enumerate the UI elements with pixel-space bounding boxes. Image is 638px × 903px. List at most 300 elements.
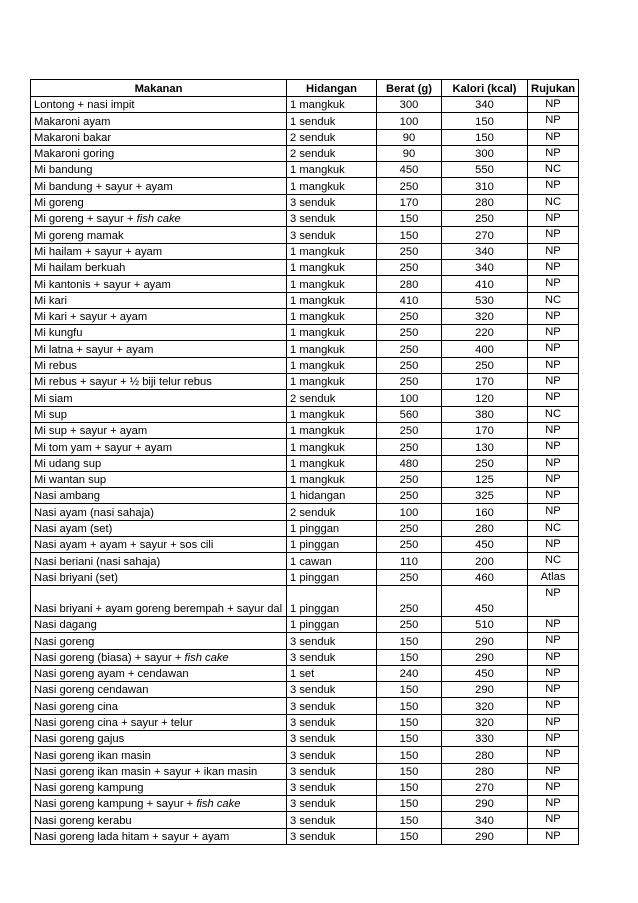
food-name: Nasi goreng lada hitam + sayur + ayam	[34, 831, 230, 844]
kcal-cell: 450	[442, 585, 528, 616]
table-row	[31, 259, 579, 275]
kcal-cell: 170	[442, 374, 528, 390]
food-name-cell	[31, 763, 287, 779]
food-name: Mi goreng + sayur +	[34, 213, 137, 226]
table-row	[31, 698, 579, 714]
serving-cell: 1 mangkuk	[287, 357, 377, 373]
food-name-cell	[31, 553, 287, 569]
weight-cell: 250	[377, 259, 442, 275]
reference-cell: NC	[528, 520, 579, 536]
food-name-cell	[31, 633, 287, 649]
serving-cell: 1 mangkuk	[287, 308, 377, 324]
kcal-cell: 250	[442, 357, 528, 373]
food-name-italic: fish cake	[136, 213, 181, 226]
food-name: Lontong + nasi impit	[34, 99, 135, 112]
serving-cell: 1 mangkuk	[287, 243, 377, 259]
table-row	[31, 828, 579, 844]
food-name: Mi rebus + sayur + ½ biji telur rebus	[34, 376, 212, 389]
weight-cell: 150	[377, 730, 442, 746]
table-row	[31, 374, 579, 390]
kcal-cell: 550	[442, 162, 528, 178]
food-name-cell	[31, 665, 287, 681]
food-name: Mi kungfu	[34, 327, 83, 340]
reference-cell: NP	[528, 113, 579, 129]
weight-cell: 250	[377, 374, 442, 390]
reference-cell: NP	[528, 633, 579, 649]
food-name-cell	[31, 682, 287, 698]
food-name: Mi sup + sayur + ayam	[34, 425, 148, 438]
table-row	[31, 504, 579, 520]
serving-cell: 1 mangkuk	[287, 292, 377, 308]
food-name: Mi tom yam + sayur + ayam	[34, 441, 173, 454]
serving-cell: 1 pinggan	[287, 569, 377, 585]
table-row	[31, 162, 579, 178]
food-name-cell	[31, 616, 287, 632]
food-name: Mi kantonis + sayur + ayam	[34, 278, 171, 291]
food-name-cell	[31, 812, 287, 828]
table-row	[31, 585, 579, 616]
table-row	[31, 665, 579, 681]
food-name: Mi kari	[34, 294, 67, 307]
food-name-cell	[31, 194, 287, 210]
food-name: Mi bandung + sayur + ayam	[34, 180, 173, 193]
food-name-cell	[31, 162, 287, 178]
serving-cell: 1 mangkuk	[287, 406, 377, 422]
serving-cell: 3 senduk	[287, 649, 377, 665]
table-row	[31, 113, 579, 129]
food-name: Nasi ayam (nasi sahaja)	[34, 506, 155, 519]
food-name-cell	[31, 276, 287, 292]
weight-cell: 150	[377, 779, 442, 795]
serving-cell: 1 mangkuk	[287, 471, 377, 487]
kcal-cell: 325	[442, 488, 528, 504]
reference-cell: NP	[528, 488, 579, 504]
table-row	[31, 325, 579, 341]
table-row	[31, 471, 579, 487]
kcal-cell: 150	[442, 129, 528, 145]
table-row	[31, 97, 579, 113]
food-name: Mi hailam + sayur + ayam	[34, 245, 163, 258]
reference-cell: NC	[528, 194, 579, 210]
reference-cell: NP	[528, 439, 579, 455]
weight-cell: 300	[377, 97, 442, 113]
weight-cell: 150	[377, 828, 442, 844]
reference-cell: NP	[528, 145, 579, 161]
food-name-cell	[31, 422, 287, 438]
kcal-cell: 320	[442, 714, 528, 730]
food-name-cell	[31, 390, 287, 406]
table-row	[31, 227, 579, 243]
food-name-cell	[31, 178, 287, 194]
table-row	[31, 812, 579, 828]
food-name: Nasi goreng kampung + sayur +	[34, 798, 197, 811]
table-row	[31, 211, 579, 227]
reference-cell: NP	[528, 714, 579, 730]
kcal-cell: 460	[442, 569, 528, 585]
weight-cell: 250	[377, 325, 442, 341]
table-row	[31, 569, 579, 585]
weight-cell: 250	[377, 439, 442, 455]
weight-cell: 150	[377, 796, 442, 812]
weight-cell: 250	[377, 341, 442, 357]
serving-cell: 3 senduk	[287, 211, 377, 227]
kcal-cell: 200	[442, 553, 528, 569]
reference-cell: NP	[528, 812, 579, 828]
kcal-cell: 340	[442, 812, 528, 828]
table-row	[31, 341, 579, 357]
weight-cell: 90	[377, 129, 442, 145]
weight-cell: 250	[377, 488, 442, 504]
table-row	[31, 649, 579, 665]
weight-cell: 90	[377, 145, 442, 161]
food-name: Nasi goreng kampung	[34, 782, 144, 795]
kcal-cell: 400	[442, 341, 528, 357]
table-row	[31, 633, 579, 649]
food-name-cell	[31, 129, 287, 145]
kcal-cell: 280	[442, 194, 528, 210]
food-name: Mi bandung	[34, 164, 93, 177]
table-row	[31, 714, 579, 730]
reference-cell: NC	[528, 553, 579, 569]
weight-cell: 250	[377, 357, 442, 373]
reference-cell: NP	[528, 390, 579, 406]
table-row	[31, 406, 579, 422]
food-name-cell	[31, 308, 287, 324]
table-row	[31, 439, 579, 455]
food-name: Nasi ayam (set)	[34, 523, 113, 536]
reference-cell: NP	[528, 243, 579, 259]
serving-cell: 3 senduk	[287, 747, 377, 763]
food-name: Mi hailam berkuah	[34, 262, 126, 275]
weight-cell: 150	[377, 227, 442, 243]
serving-cell: 1 set	[287, 665, 377, 681]
weight-cell: 250	[377, 471, 442, 487]
weight-cell: 560	[377, 406, 442, 422]
reference-cell: NP	[528, 276, 579, 292]
reference-cell: NP	[528, 455, 579, 471]
serving-cell: 1 pinggan	[287, 616, 377, 632]
table-row	[31, 553, 579, 569]
food-name-cell	[31, 406, 287, 422]
kcal-cell: 220	[442, 325, 528, 341]
table-row	[31, 520, 579, 536]
kcal-cell: 450	[442, 665, 528, 681]
table-row	[31, 243, 579, 259]
table-row	[31, 779, 579, 795]
kcal-cell: 510	[442, 616, 528, 632]
food-name: Nasi dagang	[34, 619, 97, 632]
food-name-cell	[31, 243, 287, 259]
food-name-cell	[31, 439, 287, 455]
food-name-cell	[31, 113, 287, 129]
serving-cell: 3 senduk	[287, 796, 377, 812]
weight-cell: 150	[377, 763, 442, 779]
kcal-cell: 330	[442, 730, 528, 746]
reference-cell: NP	[528, 178, 579, 194]
serving-cell: 1 pinggan	[287, 520, 377, 536]
table-row	[31, 178, 579, 194]
food-name-cell	[31, 374, 287, 390]
table-row	[31, 796, 579, 812]
food-name: Nasi goreng cina	[34, 700, 118, 713]
food-name-cell	[31, 341, 287, 357]
food-name-cell	[31, 520, 287, 536]
kcal-cell: 340	[442, 259, 528, 275]
reference-cell: NP	[528, 649, 579, 665]
food-name: Nasi beriani (nasi sahaja)	[34, 555, 161, 568]
weight-cell: 150	[377, 812, 442, 828]
header-kalori: Kalori (kcal)	[442, 80, 528, 97]
food-name: Nasi goreng ikan masin	[34, 749, 151, 762]
food-name: Nasi goreng (biasa) + sayur +	[34, 651, 185, 664]
reference-cell: NP	[528, 779, 579, 795]
table-row	[31, 747, 579, 763]
reference-cell: NP	[528, 325, 579, 341]
food-name: Nasi ambang	[34, 490, 100, 503]
food-name-cell	[31, 569, 287, 585]
serving-cell: 1 mangkuk	[287, 455, 377, 471]
food-name: Nasi goreng cina + sayur + telur	[34, 716, 193, 729]
table-row	[31, 292, 579, 308]
serving-cell: 1 senduk	[287, 113, 377, 129]
food-name-cell	[31, 471, 287, 487]
reference-cell: NP	[528, 698, 579, 714]
food-name-cell	[31, 325, 287, 341]
food-name: Nasi briyani + ayam goreng berempah + sayur dal	[34, 602, 283, 615]
kcal-cell: 320	[442, 308, 528, 324]
kcal-cell: 310	[442, 178, 528, 194]
food-name: Makaroni bakar	[34, 131, 112, 144]
food-name-cell	[31, 97, 287, 113]
table-row	[31, 455, 579, 471]
kcal-cell: 290	[442, 649, 528, 665]
weight-cell: 280	[377, 276, 442, 292]
table-row	[31, 357, 579, 373]
kcal-cell: 280	[442, 763, 528, 779]
food-name-cell	[31, 747, 287, 763]
serving-cell: 1 mangkuk	[287, 341, 377, 357]
weight-cell: 240	[377, 665, 442, 681]
kcal-cell: 380	[442, 406, 528, 422]
food-name: Makaroni goring	[34, 148, 115, 161]
header-makanan: Makanan	[31, 80, 287, 97]
reference-cell: NP	[528, 616, 579, 632]
food-name-cell	[31, 714, 287, 730]
serving-cell: 3 senduk	[287, 682, 377, 698]
food-name: Nasi goreng gajus	[34, 733, 125, 746]
kcal-cell: 290	[442, 796, 528, 812]
weight-cell: 170	[377, 194, 442, 210]
table-row	[31, 488, 579, 504]
kcal-cell: 530	[442, 292, 528, 308]
header-rujukan: Rujukan	[528, 80, 579, 97]
reference-cell: NP	[528, 308, 579, 324]
kcal-cell: 290	[442, 682, 528, 698]
serving-cell: 3 senduk	[287, 763, 377, 779]
weight-cell: 100	[377, 113, 442, 129]
kcal-cell: 150	[442, 113, 528, 129]
weight-cell: 250	[377, 422, 442, 438]
weight-cell: 150	[377, 211, 442, 227]
kcal-cell: 410	[442, 276, 528, 292]
kcal-cell: 450	[442, 537, 528, 553]
serving-cell: 1 pinggan	[287, 585, 377, 616]
food-name: Nasi goreng cendawan	[34, 684, 149, 697]
kcal-cell: 170	[442, 422, 528, 438]
serving-cell: 3 senduk	[287, 730, 377, 746]
serving-cell: 1 mangkuk	[287, 259, 377, 275]
serving-cell: 2 senduk	[287, 504, 377, 520]
kcal-cell: 130	[442, 439, 528, 455]
food-name: Mi siam	[34, 392, 73, 405]
table-row	[31, 390, 579, 406]
serving-cell: 1 mangkuk	[287, 97, 377, 113]
serving-cell: 3 senduk	[287, 227, 377, 243]
serving-cell: 3 senduk	[287, 812, 377, 828]
reference-cell: NP	[528, 537, 579, 553]
header-berat: Berat (g)	[377, 80, 442, 97]
kcal-cell: 270	[442, 227, 528, 243]
food-name: Nasi briyani (set)	[34, 571, 118, 584]
kcal-cell: 125	[442, 471, 528, 487]
reference-cell: NC	[528, 406, 579, 422]
food-name-cell	[31, 357, 287, 373]
table-row	[31, 537, 579, 553]
serving-cell: 2 senduk	[287, 129, 377, 145]
weight-cell: 480	[377, 455, 442, 471]
food-name: Mi rebus	[34, 360, 77, 373]
kcal-cell: 270	[442, 779, 528, 795]
serving-cell: 1 mangkuk	[287, 276, 377, 292]
reference-cell: NP	[528, 763, 579, 779]
food-name-cell	[31, 488, 287, 504]
table-row	[31, 129, 579, 145]
food-name: Mi goreng	[34, 197, 84, 210]
table-row	[31, 616, 579, 632]
kcal-cell: 280	[442, 747, 528, 763]
food-name: Mi latna + sayur + ayam	[34, 343, 154, 356]
food-name-cell	[31, 504, 287, 520]
reference-cell: NP	[528, 471, 579, 487]
reference-cell: NP	[528, 828, 579, 844]
food-name: Nasi goreng ayam + cendawan	[34, 668, 189, 681]
serving-cell: 1 mangkuk	[287, 325, 377, 341]
food-name: Makaroni ayam	[34, 115, 111, 128]
food-name-cell	[31, 585, 287, 616]
reference-cell: NP	[528, 585, 579, 616]
food-name-cell	[31, 698, 287, 714]
reference-cell: NC	[528, 292, 579, 308]
kcal-cell: 290	[442, 828, 528, 844]
weight-cell: 250	[377, 569, 442, 585]
kcal-cell: 300	[442, 145, 528, 161]
weight-cell: 150	[377, 714, 442, 730]
reference-cell: NP	[528, 422, 579, 438]
reference-cell: NP	[528, 129, 579, 145]
reference-cell: NP	[528, 796, 579, 812]
weight-cell: 100	[377, 390, 442, 406]
weight-cell: 250	[377, 537, 442, 553]
weight-cell: 250	[377, 243, 442, 259]
weight-cell: 410	[377, 292, 442, 308]
food-name-italic: fish cake	[184, 651, 229, 664]
serving-cell: 1 mangkuk	[287, 374, 377, 390]
reference-cell: NP	[528, 227, 579, 243]
food-name-cell	[31, 292, 287, 308]
reference-cell: NP	[528, 682, 579, 698]
reference-cell: NP	[528, 504, 579, 520]
food-name: Mi udang sup	[34, 457, 102, 470]
kcal-cell: 250	[442, 455, 528, 471]
food-name: Mi sup	[34, 408, 67, 421]
serving-cell: 1 mangkuk	[287, 178, 377, 194]
food-name-cell	[31, 455, 287, 471]
weight-cell: 150	[377, 649, 442, 665]
reference-cell: NP	[528, 259, 579, 275]
table-row	[31, 276, 579, 292]
table-header-row	[31, 80, 579, 97]
weight-cell: 150	[377, 698, 442, 714]
food-name-italic: fish cake	[196, 798, 241, 811]
serving-cell: 3 senduk	[287, 633, 377, 649]
weight-cell: 250	[377, 520, 442, 536]
food-name-cell	[31, 828, 287, 844]
table-row	[31, 422, 579, 438]
serving-cell: 1 mangkuk	[287, 422, 377, 438]
food-name-cell	[31, 145, 287, 161]
serving-cell: 3 senduk	[287, 714, 377, 730]
reference-cell: NP	[528, 665, 579, 681]
table-row	[31, 763, 579, 779]
food-name: Nasi goreng ikan masin + sayur + ikan masin	[34, 765, 258, 778]
serving-cell: 1 hidangan	[287, 488, 377, 504]
reference-cell: NP	[528, 374, 579, 390]
reference-cell: NP	[528, 357, 579, 373]
weight-cell: 150	[377, 633, 442, 649]
reference-cell: Atlas	[528, 569, 579, 585]
weight-cell: 250	[377, 616, 442, 632]
food-name: Mi goreng mamak	[34, 229, 124, 242]
kcal-cell: 320	[442, 698, 528, 714]
food-name: Nasi goreng	[34, 635, 95, 648]
food-name: Nasi goreng kerabu	[34, 814, 132, 827]
serving-cell: 2 senduk	[287, 145, 377, 161]
serving-cell: 1 mangkuk	[287, 439, 377, 455]
serving-cell: 3 senduk	[287, 194, 377, 210]
kcal-cell: 280	[442, 520, 528, 536]
serving-cell: 1 cawan	[287, 553, 377, 569]
table-row	[31, 194, 579, 210]
kcal-cell: 120	[442, 390, 528, 406]
reference-cell: NP	[528, 341, 579, 357]
food-name-cell	[31, 259, 287, 275]
food-name-cell	[31, 537, 287, 553]
serving-cell: 1 pinggan	[287, 537, 377, 553]
food-name: Mi wantan sup	[34, 474, 107, 487]
kcal-cell: 340	[442, 243, 528, 259]
table-row	[31, 682, 579, 698]
serving-cell: 3 senduk	[287, 779, 377, 795]
header-hidangan: Hidangan	[287, 80, 377, 97]
reference-cell: NP	[528, 730, 579, 746]
food-name-cell	[31, 227, 287, 243]
kcal-cell: 340	[442, 97, 528, 113]
food-name-cell	[31, 730, 287, 746]
reference-cell: NP	[528, 211, 579, 227]
weight-cell: 100	[377, 504, 442, 520]
serving-cell: 3 senduk	[287, 828, 377, 844]
weight-cell: 450	[377, 162, 442, 178]
